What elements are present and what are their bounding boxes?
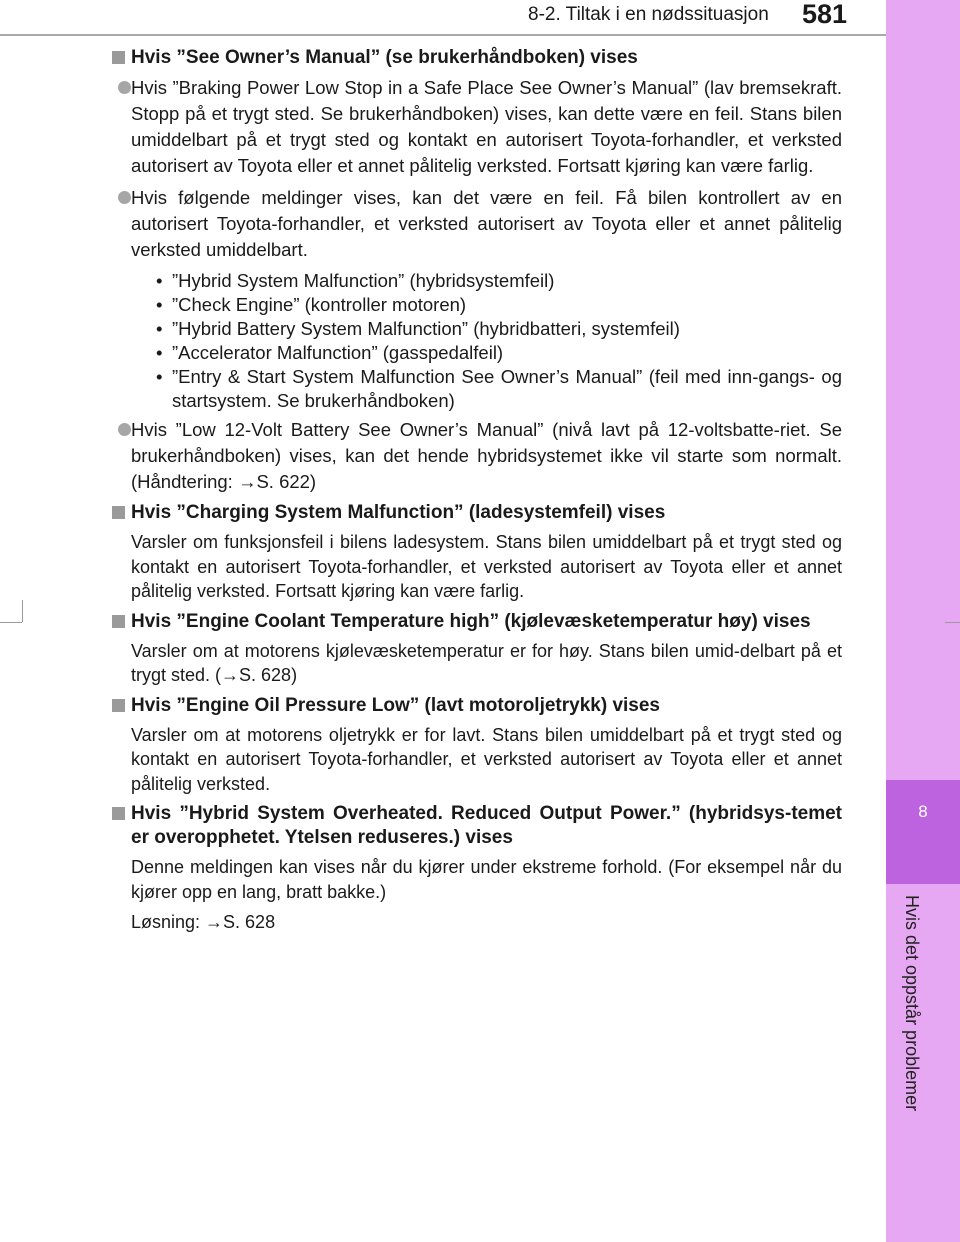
page-number: 581: [802, 0, 848, 29]
section-body: Denne meldingen kan vises når du kjører under ekstreme forhold. (For eksempel når du kjører opp en lang, bratt bakke.): [131, 857, 842, 902]
section-heading: Hvis ”Charging System Malfunction” (ladesystemfeil) vises: [112, 501, 842, 525]
circle-bullet-icon: [118, 81, 131, 94]
header-rule: [0, 34, 886, 36]
section-hybrid-overheated: [112, 802, 842, 935]
square-bullet-icon: [112, 506, 125, 519]
section-heading: Hvis ”Engine Oil Pressure Low” (lavt motoroljetrykk) vises: [112, 694, 842, 718]
section-heading: Hvis ”Engine Coolant Temperature high” (kjølevæsketemperatur høy) vises: [112, 610, 842, 634]
square-bullet-icon: [112, 699, 125, 712]
list-item: • ”Check Engine” (kontroller motoren): [150, 293, 842, 317]
crop-mark-left-vertical: [22, 600, 23, 622]
square-bullet-icon: [112, 51, 125, 64]
bullet-item: Hvis følgende meldinger vises, kan det være en feil. Få bilen kontrollert av en autorisert Toyota-forhandler, et verksted autorisert av Toyota eller et annet pålitelig verksted umiddelbart.: [93, 185, 842, 263]
list-item: • ”Accelerator Malfunction” (gasspedalfeil): [150, 341, 842, 365]
square-bullet-icon: [112, 615, 125, 628]
section-heading: Hvis ”Hybrid System Overheated. Reduced Output Power.” (hybridsys-temet er overopphetet. Ytelsen reduseres.) vises: [112, 802, 842, 850]
list-item: • ”Hybrid Battery System Malfunction” (hybridbatteri, systemfeil): [150, 317, 842, 341]
crop-mark-right: [945, 622, 960, 623]
circle-bullet-icon: [118, 191, 131, 204]
side-tab: [886, 0, 960, 1242]
chapter-number: 8: [918, 802, 928, 821]
section-body: Varsler om at motorens oljetrykk er for lavt. Stans bilen umiddelbart på et trygt sted og kontakt en autorisert Toyota-forhandler, et verksted autorisert av Toyota eller et annet pålitelig verksted.: [131, 724, 842, 794]
chapter-number-box: [886, 780, 960, 884]
circle-bullet-icon: [118, 423, 131, 436]
list-item: • ”Entry & Start System Malfunction See Owner’s Manual” (feil med inn-gangs- og startsystem. Se brukerhåndboken): [150, 365, 842, 413]
section-body: Varsler om at motorens kjølevæsketemperatur er for høy. Stans bilen umid-delbart på et trygt sted. (→S. 628): [131, 640, 842, 685]
section-see-owners-manual: [112, 46, 842, 495]
solution-reference: Løsning: →S. 628: [131, 912, 276, 932]
section-body: Varsler om funksjonsfeil i bilens ladesystem. Stans bilen umiddelbart på et trygt sted og kontakt en autorisert Toyota-forhandler, et verksted autorisert av Toyota eller et annet pålitelig verksted. Fortsatt kjøring kan være farlig.: [131, 532, 842, 601]
list-item: • ”Hybrid System Malfunction” (hybridsystemfeil): [150, 269, 842, 293]
section-coolant-temperature: [112, 610, 842, 688]
bullet-item: Hvis ”Braking Power Low Stop in a Safe Place See Owner’s Manual” (lav bremsekraft. Stopp på et trygt sted. Se brukerhåndboken) vises, kan dette være en feil. Stans bilen umiddelbart på et trygt sted og kontakt en autorisert Toyota-forhandler, et verksted autorisert av Toyota eller et annet pålitelig verksted. Fortsatt kjøring kan være farlig.: [93, 75, 842, 179]
page-content: [112, 46, 842, 941]
section-title: 8-2. Tiltak i en nødssituasjon: [528, 4, 769, 25]
bullet-item: Hvis ”Low 12-Volt Battery See Owner’s Manual” (nivå lavt på 12-voltsbatte-riet. Se brukerhåndboken) vises, kan det hende hybridsystemet ikke vil starte som normalt. (Håndtering: →S. 622): [93, 417, 842, 495]
chapter-title: Hvis det oppstår problemer: [902, 895, 922, 1112]
section-charging-system: [112, 501, 842, 604]
crop-mark-left: [0, 622, 22, 623]
section-heading: Hvis ”See Owner’s Manual” (se brukerhåndboken) vises: [112, 46, 842, 70]
section-oil-pressure: [112, 694, 842, 797]
square-bullet-icon: [112, 807, 125, 820]
message-list: [150, 269, 842, 413]
